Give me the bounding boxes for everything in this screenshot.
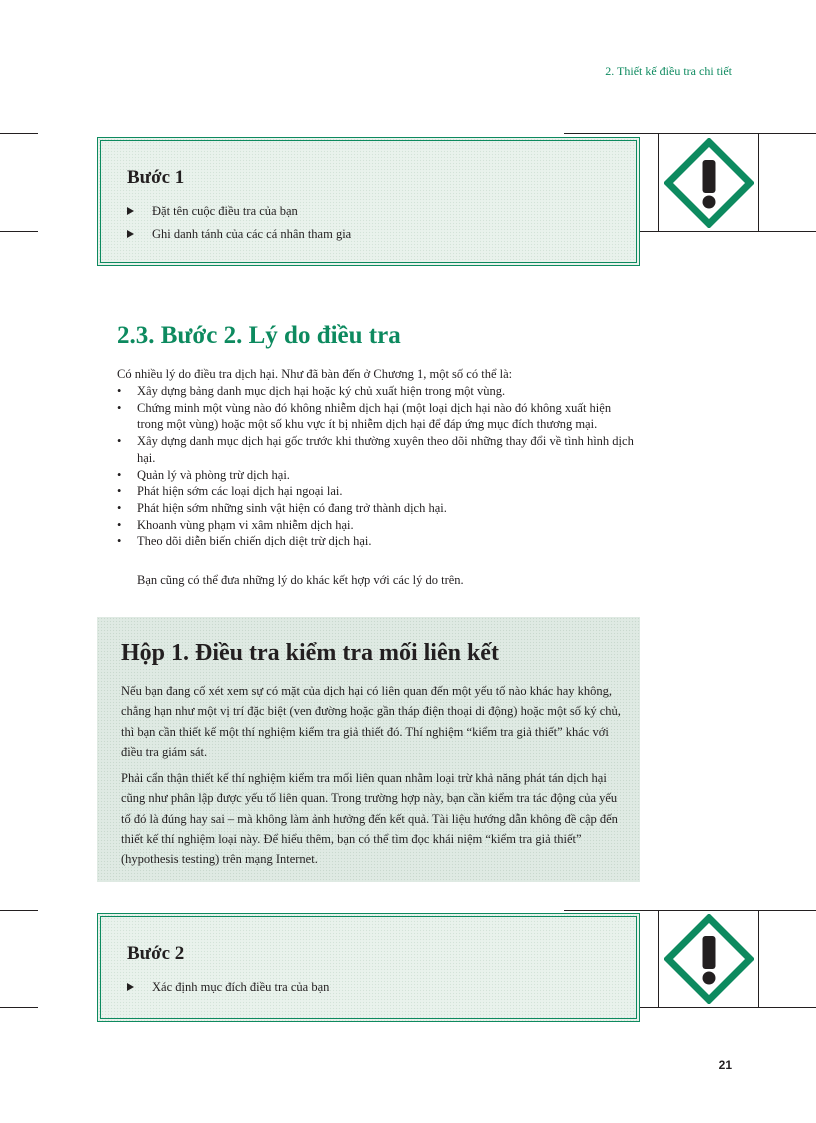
list-item: • Phát hiện sớm những sinh vật hiện có đang trở thành dịch hại. xyxy=(117,500,637,517)
reasons-list xyxy=(117,383,637,550)
divider xyxy=(564,910,816,911)
list-item: • Theo dõi diễn biến chiến dịch diệt trừ dịch hại. xyxy=(117,533,637,550)
step-2-item: Xác định mục đích điều tra của bạn xyxy=(127,980,329,995)
warning-diamond-icon xyxy=(664,914,754,1009)
list-item: • Xây dựng bảng danh mục dịch hại hoặc ký chủ xuất hiện trong một vùng. xyxy=(117,383,637,400)
step-2-title: Bước 2 xyxy=(127,943,185,964)
list-item: • Chứng minh một vùng nào đó không nhiễm dịch hại (một loại dịch hại nào đó không xuất hiện trong một vùng) hoặc một số khu vực ít bị nhiễm dịch hại để đáp ứng mục đích thương mại. xyxy=(117,400,637,433)
section-closing: Bạn cũng có thể đưa những lý do khác kết hợp với các lý do trên. xyxy=(137,573,464,587)
divider xyxy=(658,910,659,1007)
running-header: 2. Thiết kế điều tra chi tiết xyxy=(605,64,732,78)
divider xyxy=(658,133,659,231)
list-item: • Quản lý và phòng trừ dịch hại. xyxy=(117,467,637,484)
divider xyxy=(758,910,759,1007)
warning-diamond-icon xyxy=(664,138,754,233)
list-item: • Phát hiện sớm các loại dịch hại ngoại lai. xyxy=(117,483,637,500)
list-item: • Khoanh vùng phạm vi xâm nhiễm dịch hại. xyxy=(117,517,637,534)
box-1-paragraph: Phải cẩn thận thiết kế thí nghiệm kiểm tra mối liên quan nhằm loại trừ khả năng phát tán dịch hại cũng như phân lập được yếu tố liên quan. Trong trường hợp này, bạn cần kiểm tra tác động của yếu tố đó là đúng hay sai – mà không làm ảnh hưởng đến kết quả. Tài liệu hướng dẫn không đề cập đến thiết kế thí nghiệm loại này. Để hiểu thêm, bạn có thể tìm đọc khái niệm “kiểm tra giả thiết” (hypothesis testing) trên mạng Internet. xyxy=(121,771,618,867)
box-1-paragraph: Nếu bạn đang cố xét xem sự có mặt của dịch hại có liên quan đến một yếu tố nào khác hay không, chẳng hạn như một vị trí đặc biệt (ven đường hoặc gần tháp điện thoại di động) hoặc một số ký chủ, thì bạn cần thiết kế một thí nghiệm kiểm tra giả thiết đó. Thí nghiệm “kiểm tra giả thiết” khác với điều tra giám sát. xyxy=(121,684,621,759)
step-2-box xyxy=(97,913,640,1022)
section-intro: Có nhiều lý do điều tra dịch hại. Như đã bàn đến ở Chương 1, một số có thể là: xyxy=(117,367,513,381)
page-number: 21 xyxy=(718,1058,732,1072)
divider xyxy=(0,910,38,911)
divider xyxy=(0,133,38,134)
step-1-item: Ghi danh tánh của các cá nhân tham gia xyxy=(127,227,351,242)
list-item: • Xây dựng danh mục dịch hại gốc trước khi thường xuyên theo dõi những thay đổi về tình hình dịch hại. xyxy=(117,433,637,466)
section-title: 2.3. Bước 2. Lý do điều tra xyxy=(117,322,401,349)
step-1-title: Bước 1 xyxy=(127,167,185,188)
arrow-bullet-icon xyxy=(127,983,134,991)
divider xyxy=(0,1007,38,1008)
divider xyxy=(758,133,759,231)
divider xyxy=(564,133,816,134)
box-1-title: Hộp 1. Điều tra kiểm tra mối liên kết xyxy=(121,640,499,666)
arrow-bullet-icon xyxy=(127,207,134,215)
box-1 xyxy=(97,617,640,882)
arrow-bullet-icon xyxy=(127,230,134,238)
step-1-box xyxy=(97,137,640,266)
divider xyxy=(0,231,38,232)
step-1-item: Đặt tên cuộc điều tra của bạn xyxy=(127,204,298,219)
